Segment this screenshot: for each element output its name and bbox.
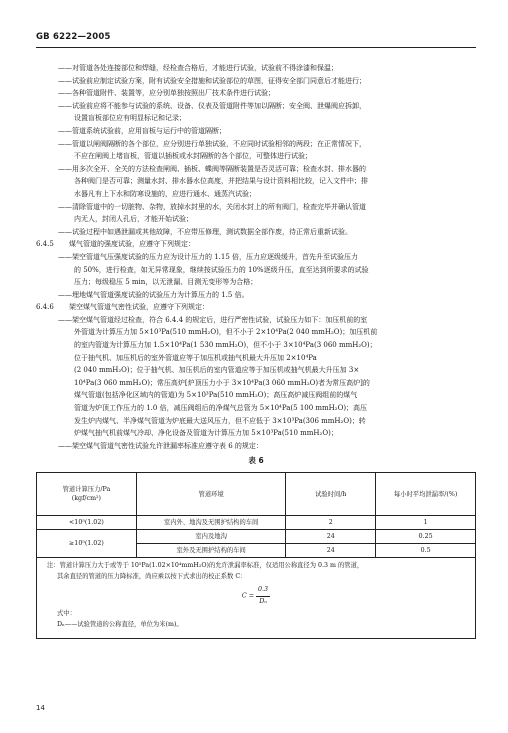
header-test-time: 试验时间/h — [286, 473, 376, 516]
section-number: 6.4.6 — [36, 303, 54, 312]
requirement-line: ——试验前应将不能参与试验的系统、设备、仪表及管道附件等加以隔断；安全阀、泄爆阀应拆卸， — [58, 101, 366, 110]
section-6-4-6-heading — [36, 301, 476, 314]
requirement-line: 发生炉内煤气、半净煤气管道为炉底最大送风压力，但不应低于 3×10³Pa(306 mmH₂O)；转 — [74, 416, 366, 425]
section-title: 架空煤气管道气密性试验，应遵守下列规定： — [69, 303, 209, 312]
header-pressure: 管道计算压力/Pa (kgf/cm²) — [37, 473, 137, 516]
header-environment: 管道环境 — [136, 473, 286, 516]
requirement-line: 外管道为计算压力加 5×10³Pa(510 mmH₂O)，但不小于 2×10⁴Pa(2 040 mmH₂O)；加压机前 — [74, 328, 378, 337]
requirement-line: 管道为炉顶工作压力的 1.0 倍，减压阀组后的净煤气总管为 5×10⁴Pa(5 100 mmH₂O)；高压 — [74, 404, 368, 413]
formula-numerator: 0.3 — [256, 585, 270, 597]
requirement-line: 各种阀门是否可靠；测量水封、排水器水位高度，并把结果与设计资料相比较，记入文件中；排 — [74, 177, 368, 186]
table-header-row — [37, 473, 476, 516]
requirement-line: 的室内管道为计算压力加 1.5×10⁴Pa(1 530 mmH₂O)，但不小于 3×10⁴Pa(3 060 mmH₂O)； — [74, 341, 377, 350]
requirement-line: 炉煤气抽气机前煤气冷却、净化设备及管道为计算压力加 5×10³Pa(510 mmH₂O)； — [74, 429, 338, 438]
note-line: 注：管道计算压力大于或等于 10⁵Pa(1.02×10⁴mmH₂O)的允许泄漏率标准，仅适用公称直径为 0.3 m 的管道， — [47, 562, 364, 569]
requirement-line: ——各种管道附件、装置等，应分别单独按照出厂技术条件进行试验； — [58, 89, 275, 98]
section-number: 6.4.5 — [36, 240, 54, 249]
requirement-line: ——架空管道气压强度试验的压力应为设计压力的 1.15 倍，压力应逐级缓升，首先升至试验压力 — [58, 252, 359, 261]
header-rule — [36, 47, 476, 48]
requirement-line: ——试验前应制定试验方案，附有试验安全措施和试验部位的草图，征得安全部门同意后才能进行； — [58, 76, 366, 85]
cell-pressure: <10⁵(1.02) — [37, 516, 137, 530]
requirement-line: ——管道以闸阀隔断的各个部位，应分别进行单独试验，不应同时试验相邻的两段；在正常情况下， — [58, 139, 366, 148]
standard-number: GB 6222—2005 — [36, 32, 111, 42]
leak-rate-table — [36, 472, 476, 558]
table-note — [36, 558, 476, 639]
cell-leak-rate: 0.25 — [376, 530, 476, 544]
cell-test-time: 24 — [286, 530, 376, 544]
cell-environment: 室内外、地沟及无围护结构的车间 — [136, 516, 286, 530]
requirement-line: ——对管道各处连接部位和焊缝，经检查合格后，才能进行试验，试验前不得涂漆和保温； — [58, 64, 338, 72]
requirement-line: ——架空煤气管道经过检查，符合 6.4.4 的规定后，进行严密性试验，试验压力如下：加压机前的室 — [58, 315, 368, 324]
header-leak-rate: 每小时平均泄漏率/(%) — [376, 473, 476, 516]
requirement-line: 不应在闸阀上堵盲板，管道以插板或水封隔断的各个部位，可整体进行试验； — [74, 152, 312, 161]
requirement-line: ——管道系统试验前，应用盲板与运行中的管道隔断； — [58, 126, 226, 135]
requirement-line: 位于抽气机、加压机后的室外管道应等于加压机或抽气机最大升压加 2×10⁴Pa — [74, 353, 317, 362]
where-label: 式中： — [57, 610, 76, 617]
cell-leak-rate: 1 — [376, 516, 476, 530]
table-caption: 表 6 — [248, 456, 264, 466]
section-title: 煤气管道的强度试验，应遵守下列规定： — [69, 240, 195, 249]
table-row — [37, 516, 476, 530]
formula-fraction — [256, 585, 270, 607]
where-definition: Dₙ——试验管道的公称直径，单位为米(m)。 — [57, 620, 183, 628]
requirement-line: 压力；每级稳压 5 min，以无泄漏、目测无变形等为合格； — [74, 278, 258, 287]
cell-environment: 室外及无围护结构的车间 — [136, 544, 286, 558]
table-row — [37, 530, 476, 544]
requirement-line: ——架空煤气管道气密性试验允许泄漏率标准应遵守表 6 的规定： — [58, 441, 263, 450]
note-line: 其余直径的管道的压力降标准，尚应乘以按下式求出的校正系数 C： — [57, 572, 247, 580]
formula-lhs: C = — [241, 592, 255, 600]
requirement-line: 内无人，封闭人孔后，才能开始试验； — [74, 215, 193, 224]
requirement-line: 水器凡有上下水和防寒设施的，应进行通水、通蒸汽试验； — [74, 189, 256, 198]
requirement-line: 设置盲板部位应有明显标记和记录； — [74, 114, 186, 123]
requirement-line: 10⁴Pa(3 060 mmH₂O)；常压高炉[炉顶压力小于 3×10⁴Pa(3 060 mmH₂O)者为常压高炉]的 — [74, 378, 370, 387]
formula-denominator: Dₙ — [259, 597, 267, 605]
cell-leak-rate: 0.5 — [376, 544, 476, 558]
requirement-line: ——清除管道中的一切脏物、杂物，放掉水封里的水，关闭水封上的所有阀门，检查完毕并确认管道 — [58, 202, 366, 211]
cell-pressure: ≥10⁵(1.02) — [37, 530, 137, 558]
document-body — [36, 62, 476, 639]
page-number: 14 — [36, 704, 45, 712]
requirement-line: ——试验过程中如遇泄漏或其他故障，不应带压修理，测试数据全部作废，待正常后重新试验。 — [58, 227, 352, 236]
cell-test-time: 2 — [286, 516, 376, 530]
requirement-line: 的 50%，进行检查，如无异常现象，继续按试验压力的 10%逐级升压，直至达到所要求的试验 — [74, 265, 369, 274]
requirement-line: ——埋地煤气管道强度试验的试验压力为计算压力的 1.5 倍。 — [58, 290, 249, 299]
cell-environment: 室内及地沟 — [136, 530, 286, 544]
cell-test-time: 24 — [286, 544, 376, 558]
correction-formula — [37, 585, 475, 607]
requirement-line: 煤气管道(包括净化区域内的管道)为 5×10³Pa(510 mmH₂O)；高压高炉减压阀组前的煤气 — [74, 391, 358, 400]
requirement-line: (2 040 mmH₂O)；位于抽气机、加压机后的室内管道应等于加压机或抽气机最大升压加 3× — [74, 366, 360, 375]
requirement-line: ——用多次全开、全关的方法检查闸阀、插板、蝶阀等隔断装置是否灵活可靠；检查水封、排水器的 — [58, 164, 366, 173]
section-6-4-5-heading — [36, 238, 476, 251]
